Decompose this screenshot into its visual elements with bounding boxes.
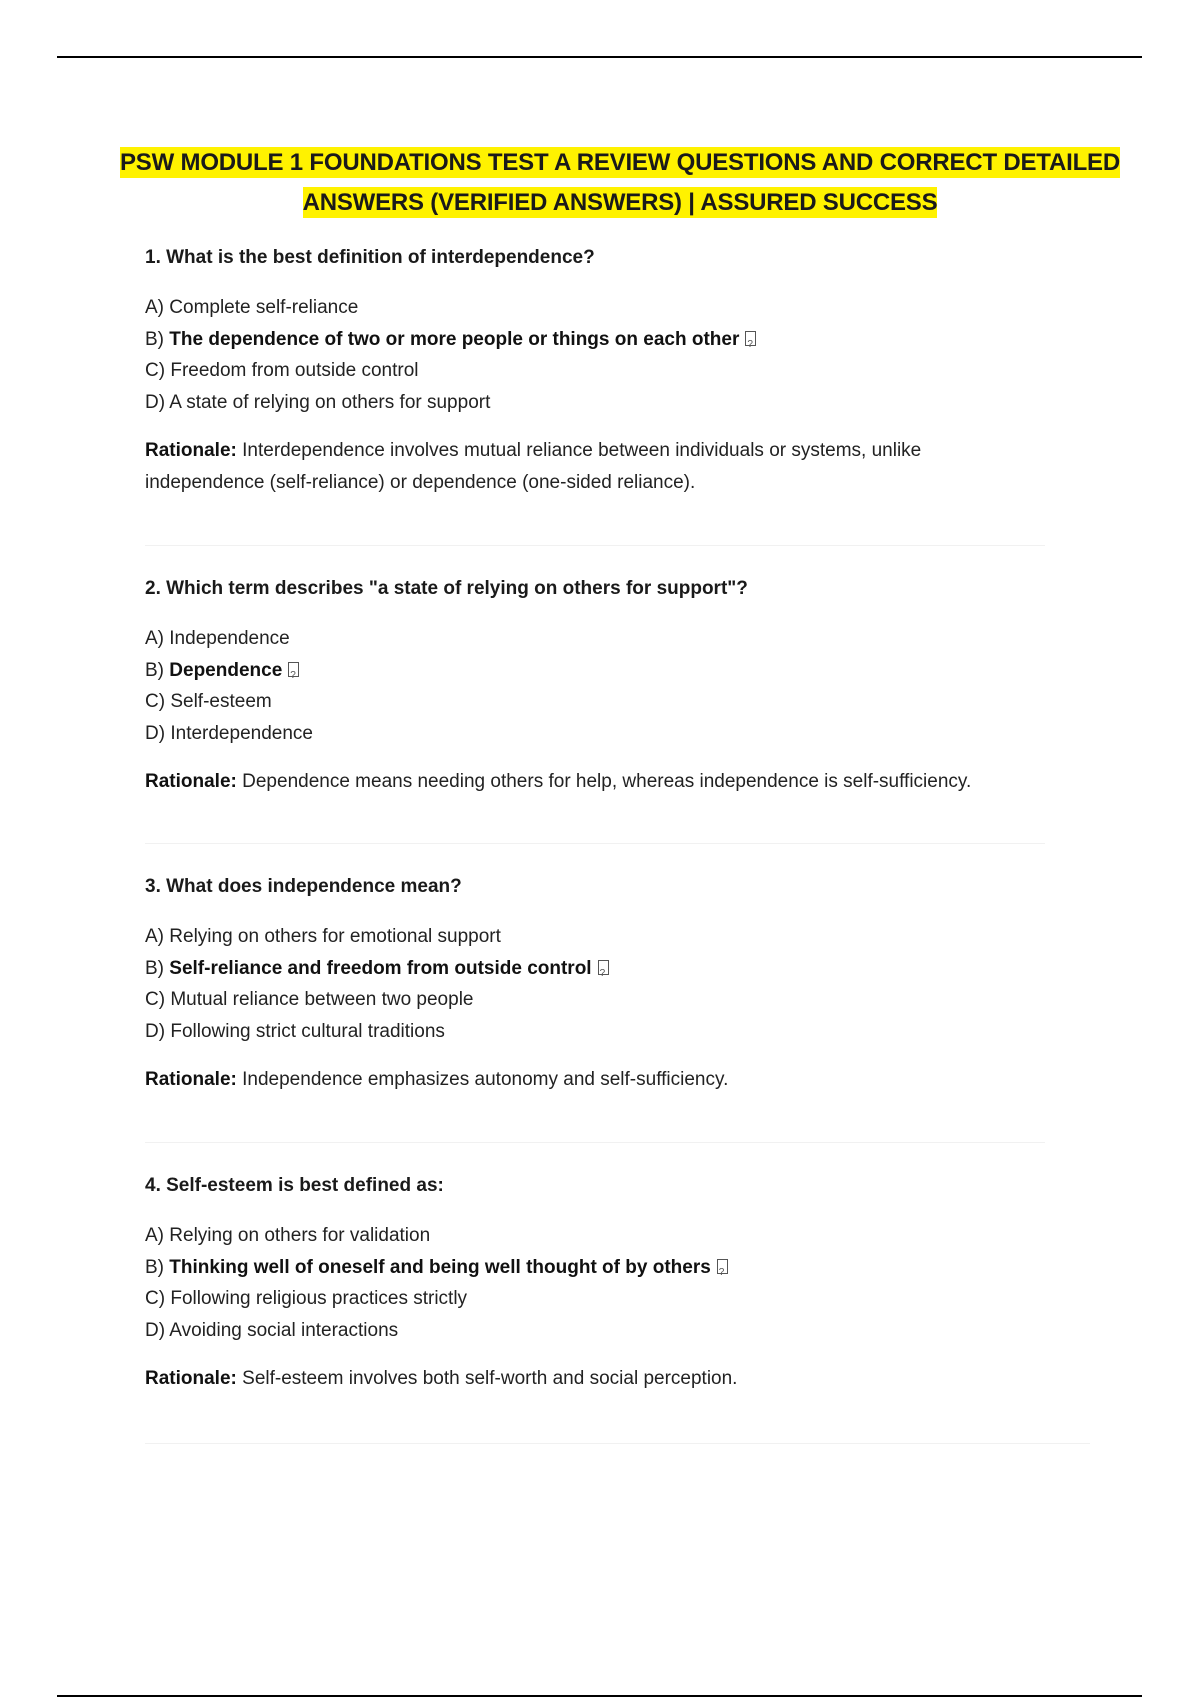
option-a: A) Complete self-reliance — [145, 297, 359, 318]
checkmark-icon — [598, 960, 609, 975]
top-rule — [57, 56, 1142, 58]
option-d: D) Avoiding social interactions — [145, 1319, 399, 1341]
divider — [145, 843, 1045, 844]
question-block-2 — [145, 577, 1045, 798]
rationale — [145, 1064, 1025, 1096]
option-a: A) Relying on others for emotional support — [145, 926, 501, 947]
question-text: 2. Which term describes "a state of relying on others for support"? — [145, 578, 748, 599]
rationale — [145, 766, 1025, 798]
rationale-text: Self-esteem involves both self-worth and social perception. — [242, 1368, 738, 1389]
divider — [145, 545, 1045, 546]
option-c: C) Following religious practices strictly — [145, 1288, 468, 1309]
option-c: C) Self-esteem — [145, 691, 272, 712]
rationale-text: Dependence means needing others for help, whereas independence is self-sufficiency. — [242, 771, 972, 792]
bottom-rule — [57, 1695, 1142, 1697]
checkmark-icon — [745, 331, 756, 346]
option-list — [145, 1220, 1045, 1346]
question-block-4 — [145, 1174, 1045, 1395]
rationale — [145, 1363, 1025, 1395]
option-c: C) Mutual reliance between two people — [145, 989, 474, 1010]
question-text: 1. What is the best definition of interdependence? — [145, 247, 595, 268]
option-b-correct: B) Thinking well of oneself and being well thought of by others? — [145, 1252, 1045, 1284]
rationale-label: Rationale: — [145, 771, 237, 792]
rationale — [145, 435, 1025, 499]
option-b-correct: B) Dependence? — [145, 655, 1045, 687]
checkmark-icon — [717, 1259, 728, 1274]
checkmark-icon — [288, 662, 299, 677]
option-d: D) Following strict cultural traditions — [145, 1020, 445, 1042]
divider — [145, 1142, 1045, 1143]
question-block-3 — [145, 875, 1045, 1096]
rationale-label: Rationale: — [145, 440, 237, 461]
option-a: A) Independence — [145, 628, 290, 649]
option-b-correct: B) The dependence of two or more people or things on each other? — [145, 324, 1045, 356]
option-d: D) A state of relying on others for support — [145, 391, 491, 413]
document-title — [80, 143, 1160, 223]
divider — [145, 1443, 1090, 1444]
question-block-1 — [145, 246, 1045, 499]
question-text: 3. What does independence mean? — [145, 876, 462, 897]
option-list — [145, 623, 1045, 749]
rationale-label: Rationale: — [145, 1368, 237, 1389]
rationale-text: Interdependence involves mutual reliance between individuals or systems, unlike independence (self-reliance) or dependence (one-sided reliance). — [145, 440, 922, 493]
option-b-correct: B) Self-reliance and freedom from outside control? — [145, 953, 1045, 985]
title-text: PSW MODULE 1 FOUNDATIONS TEST A REVIEW QUESTIONS AND CORRECT DETAILED ANSWERS (VERIFIED ANSWERS) | ASSURED SUCCESS — [119, 149, 1120, 216]
option-c: C) Freedom from outside control — [145, 360, 419, 381]
rationale-text: Independence emphasizes autonomy and self-sufficiency. — [242, 1069, 729, 1090]
option-d: D) Interdependence — [145, 722, 313, 744]
option-list — [145, 292, 1045, 418]
question-text: 4. Self-esteem is best defined as: — [145, 1175, 444, 1196]
option-a: A) Relying on others for validation — [145, 1225, 431, 1246]
rationale-label: Rationale: — [145, 1069, 237, 1090]
option-list — [145, 921, 1045, 1047]
